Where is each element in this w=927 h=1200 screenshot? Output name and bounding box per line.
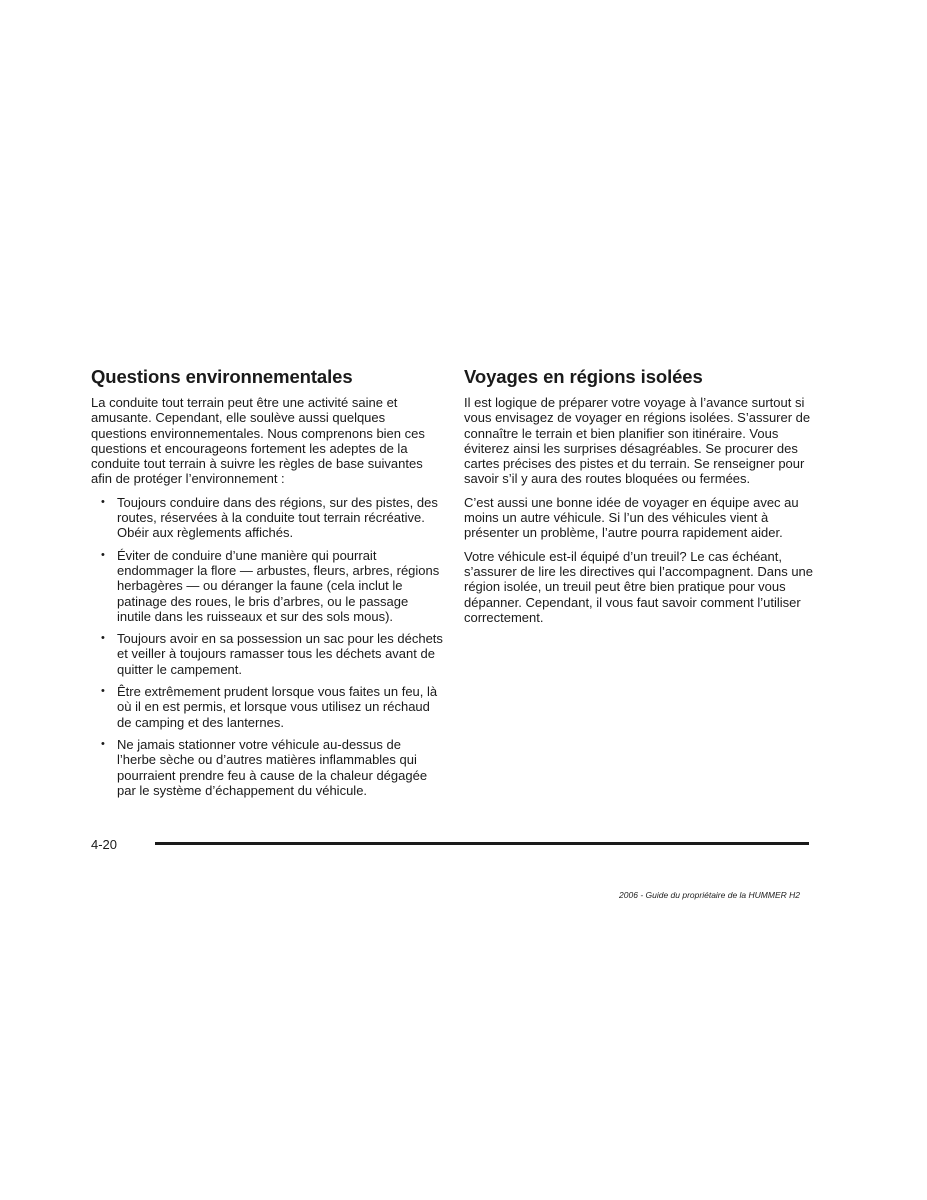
bullet-icon: • — [101, 548, 105, 561]
left-column — [91, 366, 443, 805]
list-item-text: Toujours conduire dans des régions, sur des pistes, des routes, réservées à la conduite tout terrain récréative. Obéir aux règlements affichés. — [117, 494, 438, 541]
list-item — [91, 631, 443, 677]
page-divider — [155, 842, 809, 845]
right-column — [464, 366, 816, 633]
list-item-text: Ne jamais stationner votre véhicule au-dessus de l’herbe sèche ou d’autres matières inflammables qui pourraient prendre feu à cause de la chaleur dégagée par le système d’échappement du véhicule. — [117, 736, 428, 798]
section-heading-remote-travel: Voyages en régions isolées — [464, 366, 703, 387]
remote-travel-paragraph: Votre véhicule est-il équipé d’un treuil? Le cas échéant, s’assurer de lire les directives qui l’accompagnent. Dans une région isolée, un treuil peut être bien pratique pour vous dépanner. Cependant, il vous faut savoir comment l’utiliser correctement. — [464, 548, 814, 625]
bullet-icon: • — [101, 685, 105, 698]
list-item — [91, 737, 443, 798]
environment-intro: La conduite tout terrain peut être une activité saine et amusante. Cependant, elle soulève aussi quelques questions environnementales. Nous comprenons bien ces questions et encourageons fortement les adeptes de la conduite tout terrain à suivre les règles de base suivantes afin de protéger l’environnement : — [91, 395, 425, 487]
list-item-text: Éviter de conduire d’une manière qui pourrait endommager la flore — arbustes, fleurs, arbres, régions herbagères — ou déranger la faune (cela inclut le patinage des roues, le bris d’arbres, ou le passage inutile dans les ruisseaux et sur des sols mous). — [117, 547, 440, 624]
remote-travel-paragraph: Il est logique de préparer votre voyage à l’avance surtout si vous envisagez de voyager en régions isolées. S’assurer de connaître le terrain et bien planifier son itinéraire. Vous éviterez ainsi les surprises désagréables. Se procurer des cartes précises des pistes et du terrain. Se renseigner pour savoir s’il y aura des routes bloquées ou fermées. — [464, 395, 811, 487]
bullet-icon: • — [101, 737, 105, 750]
document-footer: 2006 - Guide du propriétaire de la HUMMER H2 — [619, 890, 800, 900]
remote-travel-paragraph: C’est aussi une bonne idée de voyager en équipe avec au moins un autre véhicule. Si l’un des véhicules vient à présenter un problème, l’autre pourra rapidement aider. — [464, 494, 799, 541]
list-item — [91, 684, 443, 730]
list-item-text: Toujours avoir en sa possession un sac pour les déchets et veiller à toujours ramasser tous les déchets avant de quitter le campement. — [117, 631, 443, 677]
list-item — [91, 495, 443, 541]
list-item-text: Être extrêmement prudent lorsque vous faites un feu, là où il en est permis, et lorsque vous utilisez un réchaud de camping et des lanternes. — [117, 684, 438, 730]
list-item — [91, 548, 443, 624]
bullet-icon: • — [101, 632, 105, 645]
section-heading-environment: Questions environnementales — [91, 366, 353, 387]
environment-rules-list — [91, 495, 443, 798]
bullet-icon: • — [101, 495, 105, 508]
page-number: 4-20 — [91, 837, 118, 852]
